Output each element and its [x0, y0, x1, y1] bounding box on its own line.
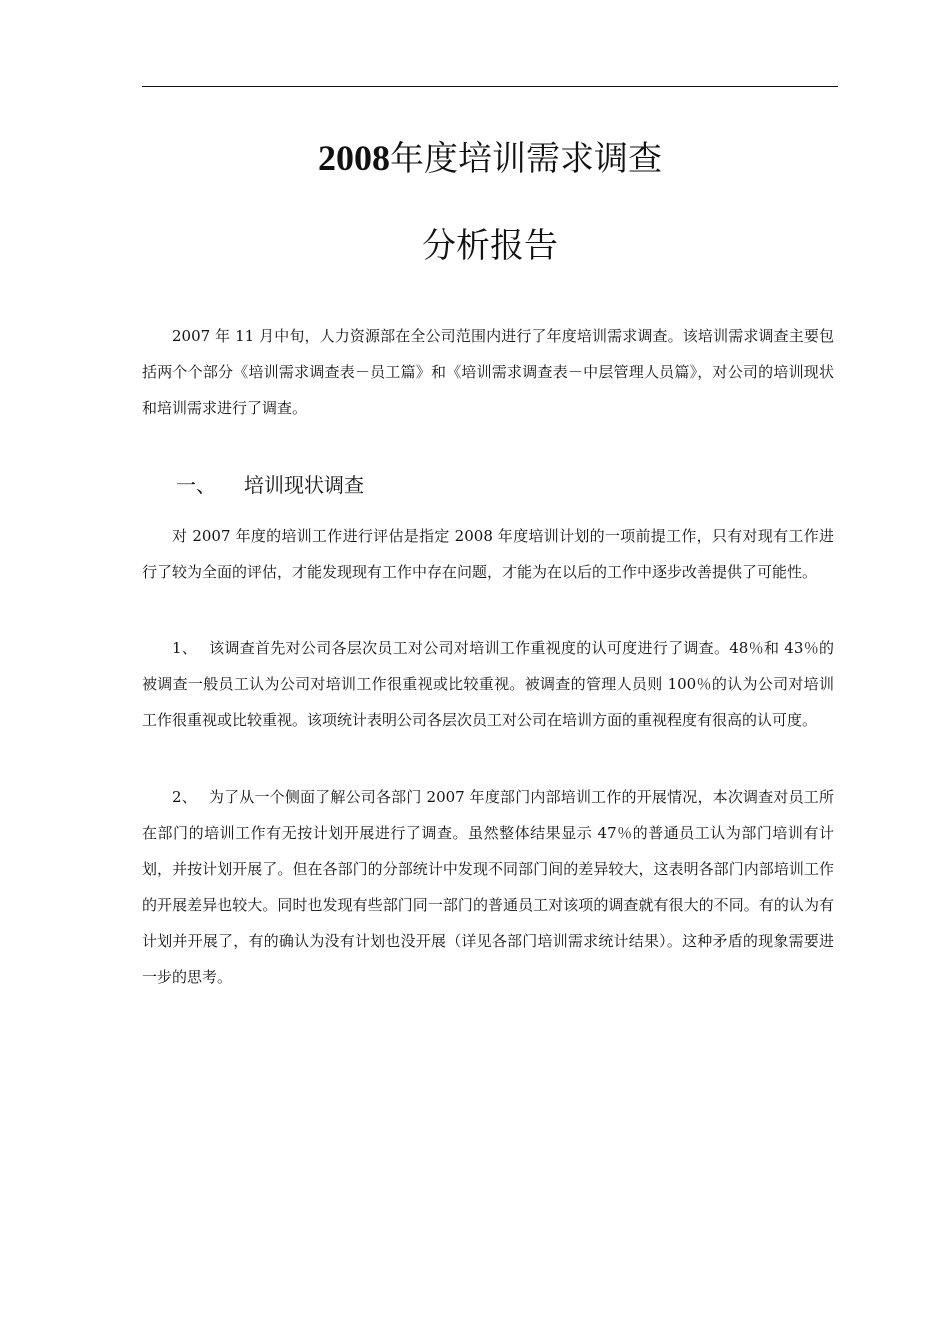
document-title-line2: 分析报告 — [422, 226, 558, 266]
section-title: 培训现状调查 — [244, 473, 364, 497]
section-paragraph: 对 2007 年度的培训工作进行评估是指定 2008 年度培训计划的一项前提工作，只有对现有工作进行了较为全面的评估，才能发现现有工作中存在问题，才能为在以后的工作中逐步改善提供了可能性。 — [142, 527, 834, 581]
document-title-line1 — [142, 138, 838, 179]
title-year: 2008 — [318, 138, 390, 178]
list-item-number: 2、 — [172, 788, 197, 806]
intro-paragraph: 2007 年 11 月中旬，人力资源部在全公司范围内进行了年度培训需求调查。该培训需求调查主要包括两个个部分《培训需求调查表－员工篇》和《培训需求调查表－中层管理人员篇》，对公司的培训现状和培训需求进行了调查。 — [142, 327, 834, 417]
section-heading — [176, 470, 364, 500]
list-item-number: 1、 — [172, 639, 198, 657]
list-item-text: 该调查首先对公司各层次员工对公司对培训工作重视度的认可度进行了调查。48％和 43％的被调查一般员工认为公司对培训工作很重视或比较重视。被调查的管理人员则 100％的认为公司对培训工作很重视或比较重视。该项统计表明公司各层次员工对公司在培训方面的重视程度有很高的认可度。 — [142, 639, 834, 729]
list-item-text: 为了从一个侧面了解公司各部门 2007 年度部门内部培训工作的开展情况，本次调查对员工所在部门的培训工作有无按计划开展进行了调查。虽然整体结果显示 47％的普通员工认为部门培训有计划，并按计划开展了。但在各部门的分部统计中发现不同部门间的差异较大，这表明各部门内部培训工作的开展差异也较大。同时也发现有些部门同一部门的普通员工对该项的调查就有很大的不同。有的认为有计划并开展了，有的确认为没有计划也没开展（详见各部门培训需求统计结果）。这种矛盾的现象需要进一步的思考。 — [142, 788, 834, 986]
header-rule — [142, 86, 838, 87]
list-item — [142, 630, 834, 738]
list-item — [142, 779, 834, 995]
title-line1-rest: 年度培训需求调查 — [390, 139, 662, 179]
section-number: 一、 — [176, 473, 216, 497]
